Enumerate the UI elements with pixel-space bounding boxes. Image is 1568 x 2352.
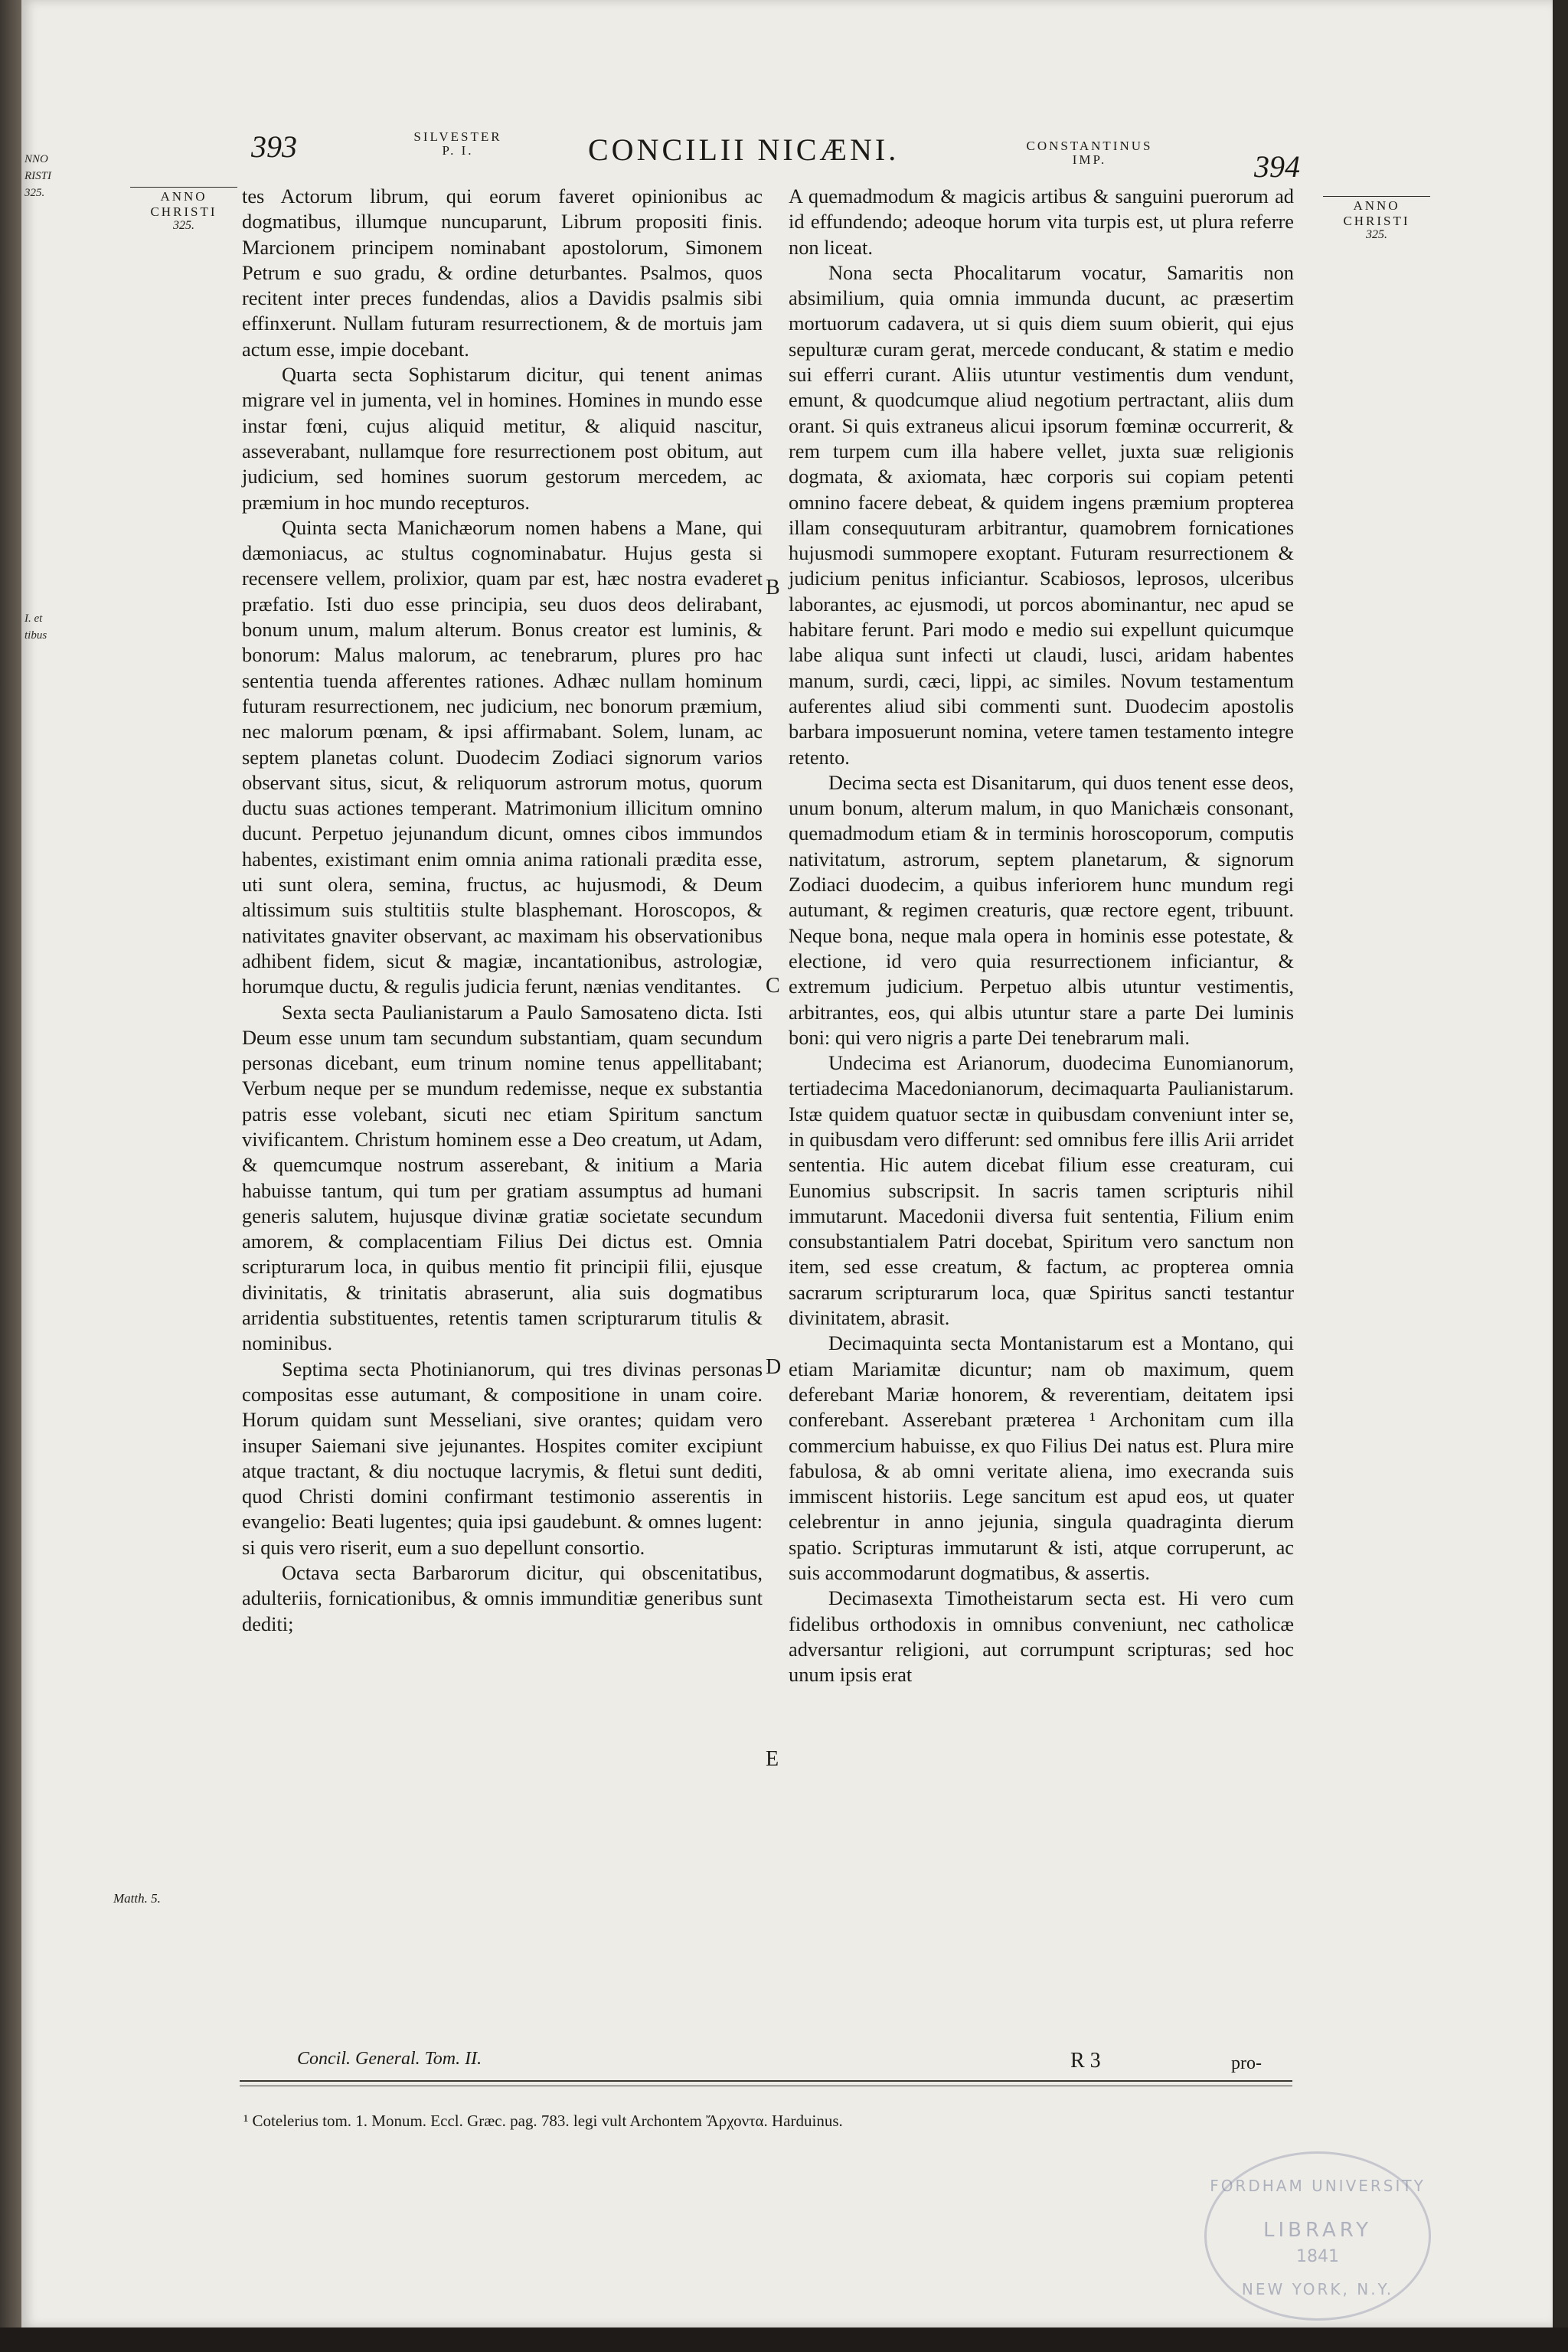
- running-head-line: P. I.: [442, 142, 474, 158]
- stamp-ring-text: FORDHAM UNIVERSITY: [1210, 2177, 1426, 2195]
- right-column: [789, 184, 1294, 1688]
- stamp-center-text: LIBRARY: [1263, 2219, 1373, 2242]
- left-page-number: 393: [251, 129, 297, 164]
- paragraph: Sexta secta Paulianistarum a Paulo Samosateno dicta. Isti Deum esse unum tam secundum substantiam, quam secundum personas dicebant, eum trinum nomine tenus appellitabant; Verbum neque per se mundum redemisse, neque ex substantia patris esse volebant, sicuti nec etiam Spiritum sanctum vivificantem. Christum hominem esse a Deo creatum, ut Adam, & quemcumque nostrum asserebant, & initium a Maria habuisse tantum, qui tum per gratiam assumptus ad humani generis salutem, hujusque divinæ gratiæ societate secundum amorem, & complacentiam Filius Dei dictus est. Omnia scripturarum loca, in quibus mentio fit principii filii, ejusque divinitatis, & trinitatis abraserunt, alia suis dogmatibus arridentia substituentes, retentis tamen scripturarum titulis & nominibus.: [242, 1000, 763, 1355]
- section-marker-d: D: [766, 1355, 782, 1379]
- paragraph: Decimaquinta secta Montanistarum est a Montano, qui etiam Mariamitæ dicuntur; nam ob maximum, quem deferebant Mariæ honorem, & reverentiam, deitatem ipsi conferebant. Asserebant præterea ¹ Archonitam cum illa commercium habuisse, ex quo Filius Dei natus est. Plura mire fabulosa, & ab omni veritate aliena, imo execranda suis immiscent historiis. Lege sancitum est apud eos, ut quater celebrentur in anno jejunia, singula quadraginta dierum spatio. Scripturas immutarunt & isti, atque corruperunt, ac suis accommodarunt dogmatibus, & assertis.: [789, 1331, 1294, 1585]
- volume-line: [297, 2049, 482, 2069]
- running-head-line: SILVESTER: [413, 129, 502, 144]
- prev-margin-line: RISTI: [24, 170, 51, 182]
- section-marker-e: E: [766, 1747, 779, 1771]
- stamp-place: NEW YORK, N.Y.: [1241, 2280, 1394, 2298]
- prev-margin-line: I. et: [24, 612, 43, 625]
- book-bottom-edge: [0, 2328, 1568, 2352]
- paragraph: Octava secta Barbarorum dicitur, qui obscenitatibus, adulteriis, fornicationibus, & omnis immunditiæ generibus sunt dediti;: [242, 1561, 763, 1635]
- left-running-head: [381, 130, 534, 158]
- bottom-rule: [240, 2080, 1292, 2086]
- left-column: [242, 184, 763, 1637]
- paragraph: A quemadmodum & magicis artibus & sanguini puerorum ad id effundendo; adeoque horum vita turpis est, ut plura referre non liceat.: [789, 185, 1294, 259]
- page-edge: [0, 0, 21, 2352]
- anno-year: 325.: [173, 219, 194, 233]
- anno-line: CHRISTI: [150, 204, 217, 219]
- footnote: ¹ Cotelerius tom. 1. Monum. Eccl. Græc. pag. 783. legi vult Archontem Ἄρχοντα. Harduinus.: [243, 2112, 843, 2130]
- anno-line: CHRISTI: [1343, 213, 1410, 228]
- paragraph: Septima secta Photinianorum, qui tres divinas personas compositas esse autumant, & compositione in unam coire. Horum quidam sunt Messeliani, sive orantes; quidam vero insuper Saiemani sive jejunantes. Hospites comiter excipiunt atque tractant, & diu noctuque lacrymis, & fletui sunt dediti, quod Christi domini confirmant testimonio asserentis in evangelio: Beati lugentes; quia ipsi gaudebunt. & omnes lugent: si quis vero riserit, eum a suo depellunt consortio.: [242, 1357, 763, 1559]
- anno-christi-right: [1323, 196, 1430, 242]
- paragraph: Decimasexta Timotheistarum secta est. Hi vero cum fidelibus orthodoxis in omnibus conveniunt, nec catholicæ adversantur religioni, aut corrumpunt scripturas; sed hoc unum ipsis erat: [789, 1586, 1294, 1687]
- right-running-head: [990, 139, 1189, 167]
- anno-year: 325.: [1366, 228, 1387, 242]
- book-page: [21, 0, 1553, 2328]
- paragraph: Quinta secta Manichæorum nomen habens a Mane, qui dæmoniacus, ac stultus cognominabatur. Hujus gesta si recensere vellem, prolixior, quam par est, hæc nostra evaderet præfatio. Isti duo esse principia, seu duos deos delirabant, bonum unum, malum alterum. Bonus creator est luminis, & bonorum: Malus malorum, ac tenebrarum, plures pro hac sententia tuenda afferentes rationes. Adhæc nullam hominum futuram resurrectionem, nec judicium, nec bonorum præmium, nec malorum pœnam, & ipsi affirmabant. Solem, lunam, ac septem planetas colunt. Duodecim Zodiaci signorum varios observant situs, sicut, & reliquorum astrorum motus, quorum ductu suas actiones temperant. Matrimonium illicitum omnino ducunt. Perpetuo jejunandum dicunt, omnes cibos immundos habentes, existimant enim omnia anima rationali prædita esse, uti sunt olera, semina, fructus, ac hujusmodi, & Deum altissimum suis stultitiis stulte blasphemant. Horoscopos, & nativitates gnaviter observant, ac maximam his observationibus adhibent fidem, sicut & magiæ, incantationibus, astrologiæ, horumque ductu, & regulis judicia ferunt, nænias venditantes.: [242, 515, 763, 998]
- anno-line: ANNO: [160, 189, 207, 204]
- signature-mark: R 3: [1070, 2049, 1101, 2073]
- right-page-number: 394: [1254, 149, 1300, 184]
- paragraph: Decima secta est Disanitarum, qui duos tenent esse deos, unum bonum, alterum malum, in quo Manichæis consonant, quemadmodum etiam & in terminis horoscoporum, computis nativitatum, astrorum, septem planetarum, & signorum Zodiaci duodecim, a quibus inferiorem hunc mundum regi autumant, & regimen creaturis, quæ rectore egent, tribuunt. Neque bona, neque mala opera in hominis esse potestate, & electione, id vero quia resurrectionem inficiantur, & extremum judicium. Perpetuo albis utuntur vestimentis, arbitrantes, eos, qui albis utuntur stare a parte Dei luminis boni: qui vero nigris a parte Dei tenebrarum mali.: [789, 770, 1294, 1049]
- paragraph: Nona secta Phocalitarum vocatur, Samaritis non absimilium, quia omnia immunda ducunt, ac præsertim mortuorum cadavera, ut si quis diem suum obierit, qui ejus sepulturæ curam gerat, mercede conducant, & statim e medio sui efferri curant. Aliis utuntur vestimentis dum vendunt, emunt, & quodcumque aliud negotium pertractant, aliis dum orant. Si quis extraneus alicui ipsorum fœminæ occurrerit, & rem turpem cum illa habere vellet, juxta suæ religionis dogmata, & axiomata, hæc corporis sui copiam petenti omnino facere debeat, & quidem ingens præmium propterea illam consequuturam arbitrantur, quamobrem fornicationes hujusmodi summopere exoptant. Futuram resurrectionem & judicium penitus inficiantur. Scabiosos, leprosos, ulceribus laborantes, ac ejusmodi, ut porcos abominantur, nec apud se habitare ferunt. Pari modo e medio sui expellunt quicumque labe aliqua sunt infecti ut claudi, lusci, aridam habentes manum, surdi, cæci, lippi, ac similes. Novum testamentum auferentes aliud sibi commenti sunt. Duodecim apostolis barbara imposuerunt nomina, vetere tamen testamento integre retento.: [789, 260, 1294, 769]
- running-head-line: IMP.: [1072, 152, 1107, 167]
- running-head-line: CONSTANTINUS: [1026, 139, 1153, 153]
- page-title: CONCILII NICÆNI.: [588, 132, 900, 167]
- library-stamp: [1204, 2151, 1431, 2321]
- anno-line: ANNO: [1353, 198, 1400, 213]
- stamp-year: 1841: [1296, 2247, 1339, 2266]
- paragraph: Quarta secta Sophistarum dicitur, qui tenent animas migrare vel in jumenta, vel in homines. Homines in mundo esse instar fœni, cujus aliquid metitur, & aliquid nascitur, asseverabant, nullamque fore resurrectionem post obitum, aut judicium, sed homines suorum gestorum mercedem, ac præmium in hoc mundo recepturos.: [242, 363, 763, 514]
- margin-reference: Matth. 5.: [113, 1891, 161, 1906]
- running-header: [21, 129, 1553, 184]
- prev-margin-line: tibus: [24, 629, 47, 642]
- section-marker-b: B: [766, 576, 780, 599]
- paragraph: Undecima est Arianorum, duodecima Eunomianorum, tertiadecima Macedonianorum, decimaquarta Paulianistarum. Istæ quidem quatuor sectæ in quibusdam conveniunt inter se, in quibusdam vero differunt: sed omnibus fere illis Arii arridet sententia. Hic autem dicebat filium esse creaturam, cui Eunomius subscripsit. In sacris tamen scripturis nihil immutarunt. Macedonii diversa fuit sententia, Filium enim consubstantialem Patri docebat, Spiritum vero sanctum non item, sed esse creatum, & factum, ac propterea omnia sacrarum scripturarum loca, quæ Spiritus sancti testantur divinitatem, abrasit.: [789, 1051, 1294, 1330]
- volume-text: Concil. General. Tom. II.: [297, 2049, 482, 2069]
- section-marker-c: C: [766, 974, 780, 998]
- prev-margin-line: NNO: [24, 153, 48, 165]
- paragraph: tes Actorum librum, qui eorum faveret opinionibus ac dogmatibus, illumque nuncuparunt, Librum propositi finis. Marcionem principem nominabant apostolorum, Simonem Petrum e suo gradu, & ordine deturbantes. Psalmos, quos recitent inter preces fundendas, alios a Davidis psalmis sibi effinxerunt. Nullam futuram resurrectionem, & de mortuis jam actum esse, impie docebant.: [242, 185, 763, 361]
- prev-margin-line: 325.: [24, 187, 45, 199]
- catchword: pro-: [1231, 2053, 1262, 2073]
- anno-christi-left: [130, 187, 237, 233]
